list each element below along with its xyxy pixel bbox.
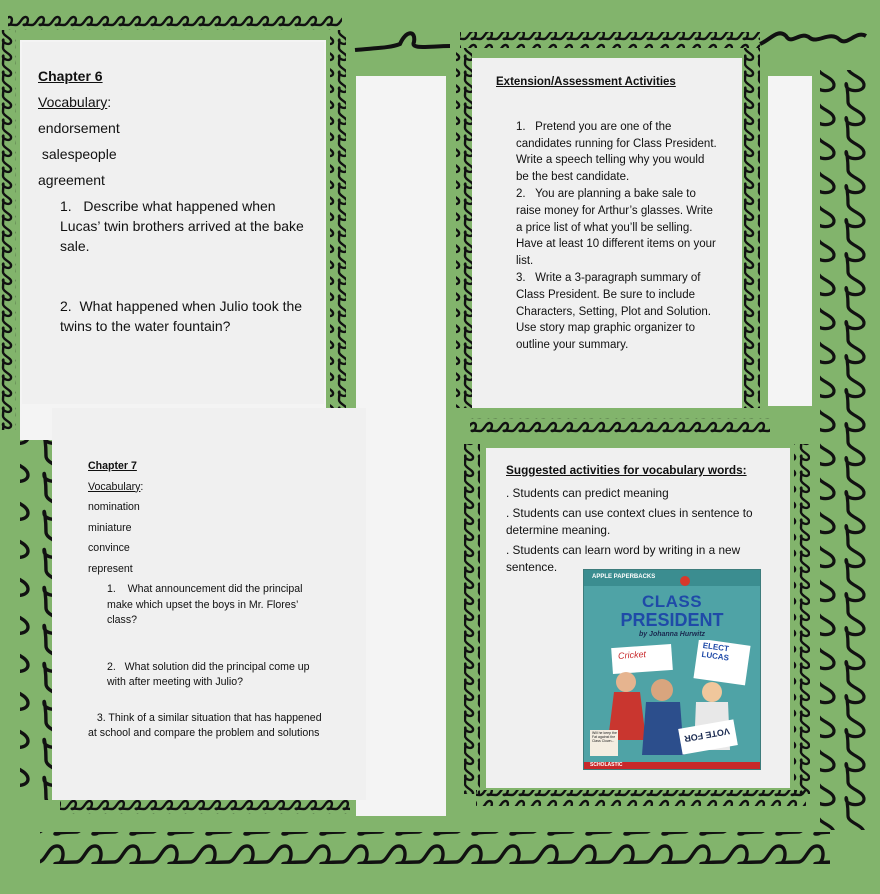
extension-activities-card bbox=[472, 58, 742, 408]
chapter7-question-3: 3. Think of a similar situation that has happened at school and compare the problem and solutions bbox=[88, 711, 322, 739]
vocab-word: nomination bbox=[88, 501, 140, 513]
cover-sign-right: ELECT LUCAS bbox=[700, 640, 730, 663]
extension-item: 1. Pretend you are one of the candidates running for Class President. Write a speech telling why you would be the best candidate. bbox=[516, 120, 717, 184]
class-president-book-cover bbox=[583, 569, 761, 770]
cover-title-line2: PRESIDENT bbox=[620, 610, 724, 630]
vocab-word: miniature bbox=[88, 521, 132, 534]
chapter7-vocab-heading: Vocabulary: bbox=[88, 480, 144, 493]
chapter7-question-2: 2. What solution did the principal come up with after meeting with Julio? bbox=[107, 660, 310, 688]
suggested-title: Suggested activities for vocabulary words: bbox=[506, 463, 747, 477]
extension-item: 3. Write a 3-paragraph summary of Class President. Be sure to include Characters, Setting, Plot and Solution. Use story map graphic organizer to outline your summary. bbox=[516, 271, 711, 352]
chapter6-card bbox=[22, 42, 324, 404]
vocab-word: convince bbox=[88, 542, 130, 554]
apple-icon bbox=[680, 576, 690, 586]
chapter6-title: Chapter 6 bbox=[38, 68, 103, 84]
cover-author: by Johanna Hurwitz bbox=[638, 631, 706, 638]
cover-blurb: Will he keep the Fat against the Class Clown... bbox=[592, 731, 617, 743]
chapter7-question-1: 1. What announcement did the principal make which upset the boys in Mr. Flores’ class? bbox=[107, 583, 303, 626]
extension-title: Extension/Assessment Activities bbox=[496, 76, 676, 88]
background-panel bbox=[356, 76, 446, 816]
suggested-item: . Students can predict meaning bbox=[506, 485, 669, 500]
chapter6-vocab-heading: Vocabulary: bbox=[38, 94, 112, 110]
chapter6-question-2: 2. What happened when Julio took the twins to the water fountain? bbox=[60, 298, 303, 334]
extension-item: 2. You are planning a bake sale to raise money for Arthur’s glasses. Write a price list of what you’ll be selling. Have at least 10 different items on your list. bbox=[516, 187, 716, 268]
publisher-line: APPLE PAPERBACKS bbox=[592, 574, 656, 580]
chapter6-question-1: 1. Describe what happened when Lucas’ twin brothers arrived at the bake sale. bbox=[60, 198, 304, 254]
cover-footer: SCHOLASTIC bbox=[590, 762, 623, 768]
cover-sign-left: Cricket bbox=[617, 649, 647, 661]
chapter7-card bbox=[72, 440, 344, 794]
vocab-word: endorsement bbox=[38, 120, 120, 136]
background-panel bbox=[768, 76, 812, 406]
vocab-word: salespeople bbox=[38, 146, 117, 162]
vocab-word: represent bbox=[88, 562, 133, 575]
cover-sign-bottom: VOTE FOR bbox=[683, 726, 731, 744]
chapter7-title: Chapter 7 bbox=[88, 460, 137, 472]
suggested-item: . Students can learn word by writing in a new sentence. bbox=[506, 543, 741, 574]
cover-title-line1: CLASS bbox=[641, 592, 703, 611]
suggested-item: . Students can use context clues in sentence to determine meaning. bbox=[506, 506, 753, 537]
vocab-word: agreement bbox=[38, 172, 105, 188]
